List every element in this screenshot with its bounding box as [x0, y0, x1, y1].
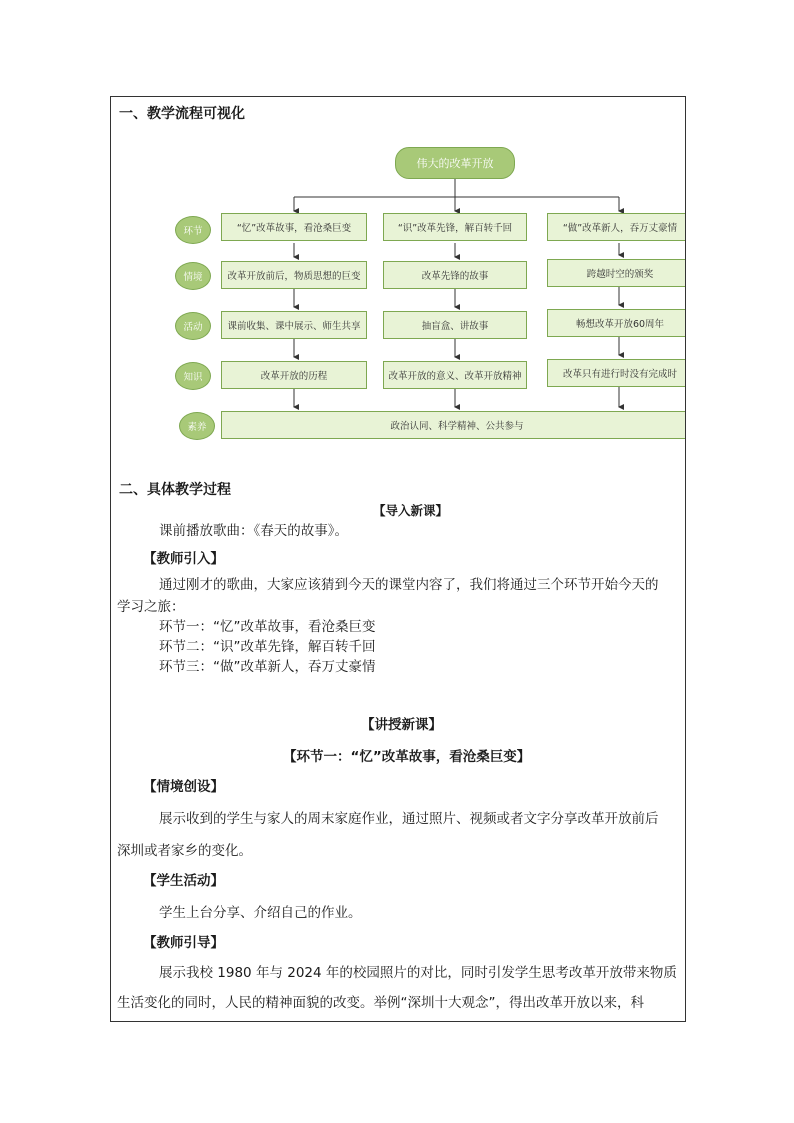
node-col1-knowledge: 改革开放的历程 — [221, 361, 367, 389]
node-literacy-bottom: 政治认同、科学精神、公共参与 — [221, 411, 686, 439]
teacher-intro-line2: 学习之旅： — [117, 599, 185, 615]
guide-line2: 生活变化的同时，人民的精神面貌的改变。举例“深圳十大观念”，得出改革开放以来，科 — [117, 995, 644, 1011]
node-col3-stage: “做”改革新人，吞万丈豪情 — [547, 213, 686, 241]
category-stage: 环节 — [175, 216, 211, 244]
section1-title: 一、教学流程可视化 — [119, 106, 245, 122]
flowchart-connectors — [111, 137, 686, 447]
category-knowledge: 知识 — [175, 362, 211, 390]
node-col3-knowledge: 改革只有进行时没有完成时 — [547, 359, 686, 387]
node-col1-scene: 改革开放前后，物质思想的巨变 — [221, 261, 367, 289]
activity-text: 学生上台分享、介绍自己的作业。 — [159, 905, 362, 921]
guide-line1: 展示我校 1980 年与 2024 年的校园照片的对比，同时引发学生思考改革开放带来物质 — [159, 965, 677, 981]
scene-line1: 展示收到的学生与家人的周末家庭作业，通过照片、视频或者文字分享改革开放前后 — [159, 811, 659, 827]
new-lesson-heading: 【讲授新课】 — [361, 717, 442, 733]
node-col2-activity: 抽盲盒、讲故事 — [383, 311, 527, 339]
node-col2-scene: 改革先锋的故事 — [383, 261, 527, 289]
node-col1-stage: “忆”改革故事，看沧桑巨变 — [221, 213, 367, 241]
category-literacy: 素养 — [179, 412, 215, 440]
teacher-intro-label: 【教师引入】 — [143, 551, 224, 567]
node-col2-knowledge: 改革开放的意义、改革开放精神 — [383, 361, 527, 389]
node-col1-activity: 课前收集、课中展示、师生共享 — [221, 311, 367, 339]
section2-title: 二、具体教学过程 — [119, 482, 231, 498]
flowchart-top-node: 伟大的改革开放 — [395, 147, 515, 179]
guide-label: 【教师引导】 — [143, 935, 224, 951]
part1-heading: 【环节一：“忆”改革故事，看沧桑巨变】 — [283, 749, 531, 765]
scene-line2: 深圳或者家乡的变化。 — [117, 843, 252, 859]
step2-text: 环节二：“识”改革先锋，解百转千回 — [159, 639, 376, 655]
flowchart — [111, 137, 686, 447]
node-col3-scene: 跨越时空的颁奖 — [547, 259, 686, 287]
category-activity: 活动 — [175, 312, 211, 340]
scene-label: 【情境创设】 — [143, 779, 224, 795]
node-col3-activity: 畅想改革开放60周年 — [547, 309, 686, 337]
teacher-intro-line1: 通过刚才的歌曲，大家应该猜到今天的课堂内容了，我们将通过三个环节开始今天的 — [159, 577, 659, 593]
activity-label: 【学生活动】 — [143, 873, 224, 889]
document-frame — [110, 96, 686, 1022]
node-col2-stage: “识”改革先锋，解百转千回 — [383, 213, 527, 241]
intro-heading: 【导入新课】 — [373, 503, 449, 518]
category-scene: 情境 — [175, 262, 211, 290]
intro-text: 课前播放歌曲：《春天的故事》。 — [159, 523, 348, 539]
step1-text: 环节一：“忆”改革故事，看沧桑巨变 — [159, 619, 376, 635]
step3-text: 环节三：“做”改革新人，吞万丈豪情 — [159, 659, 376, 675]
